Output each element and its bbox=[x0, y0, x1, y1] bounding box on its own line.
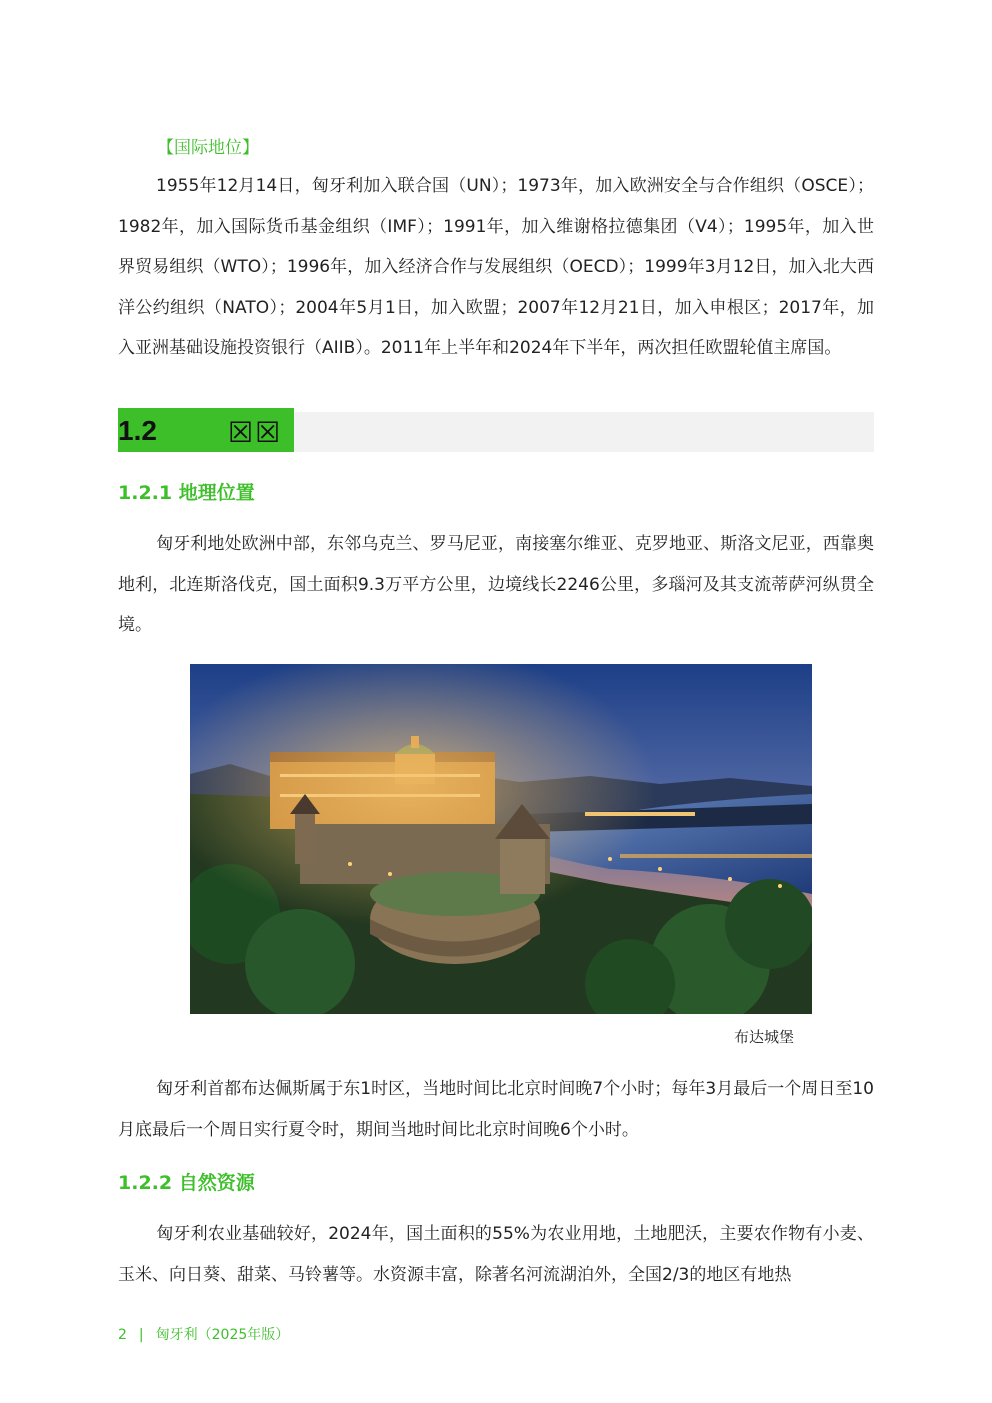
timezone-paragraph bbox=[118, 1069, 874, 1150]
section-number: 1.2 bbox=[118, 415, 157, 446]
intl-status-paragraph bbox=[118, 166, 874, 369]
geography-text: 匈牙利地处欧洲中部，东邻乌克兰、罗马尼亚，南接塞尔维亚、克罗地亚、斯洛文尼亚，西靠奥地利，北连斯洛伐克，国土面积9.3万平方公里，边境线长2246公里，多瑙河及其支流蒂萨河纵贯全境。 bbox=[118, 534, 874, 635]
natural-resources-text: 匈牙利农业基础较好，2024年，国土面积的55%为农业用地，土地肥沃，主要农作物有小麦、玉米、向日葵、甜菜、马铃薯等。水资源丰富，除著名河流湖泊外，全国2/3的地区有地热 bbox=[118, 1224, 874, 1285]
buda-castle-photo bbox=[190, 664, 812, 1014]
natural-resources-heading: 1.2.2 自然资源 bbox=[118, 1172, 255, 1194]
intl-status-heading: 【国际地位】 bbox=[157, 138, 259, 158]
geography-heading: 1.2.1 地理位置 bbox=[118, 482, 255, 504]
page-footer bbox=[118, 1324, 289, 1344]
page-number: 2 bbox=[118, 1327, 127, 1343]
natural-resources-paragraph bbox=[118, 1214, 874, 1295]
document-title: 匈牙利（2025年版） bbox=[155, 1327, 290, 1343]
photo-caption: 布达城堡 bbox=[734, 1028, 795, 1046]
section-title: ☒☒ bbox=[228, 416, 283, 449]
geography-paragraph bbox=[118, 524, 874, 646]
intl-status-text: 1955年12月14日，匈牙利加入联合国（UN）；1973年，加入欧洲安全与合作组织（OSCE）；1982年，加入国际货币基金组织（IMF）；1991年，加入维谢格拉德集团（V4）；1995年，加入世界贸易组织（WTO）；1996年，加入经济合作与发展组织（OECD）；1999年3月12日，加入北大西洋公约组织（NATO）；2004年5月1日，加入欧盟；2007年12月21日，加入申根区；2017年，加入亚洲基础设施投资银行（AIIB）。2011年上半年和2024年下半年，两次担任欧盟轮值主席国。 bbox=[118, 176, 874, 358]
timezone-text: 匈牙利首都布达佩斯属于东1时区，当地时间比北京时间晚7个小时；每年3月最后一个周日至10月底最后一个周日实行夏令时，期间当地时间比北京时间晚6个小时。 bbox=[118, 1079, 874, 1140]
footer-separator: | bbox=[138, 1327, 144, 1343]
buda-castle-illustration bbox=[190, 664, 812, 1014]
section-header-bar bbox=[118, 408, 874, 452]
